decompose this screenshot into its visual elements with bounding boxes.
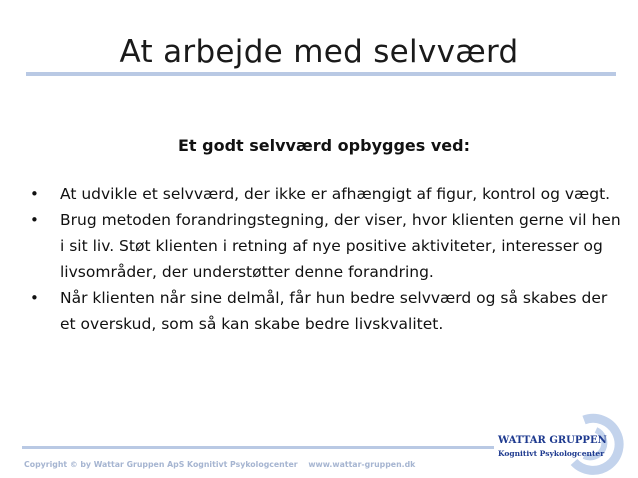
footer bbox=[24, 460, 415, 469]
bullet-marker: • bbox=[30, 289, 39, 307]
logo-name: WATTAR GRUPPEN bbox=[498, 435, 607, 446]
logo-tagline: Kognitivt Psykologcenter bbox=[498, 449, 605, 458]
company-logo bbox=[488, 412, 636, 476]
bullet-text: At udvikle et selvværd, der ikke er afhængigt af figur, kontrol og vægt. bbox=[60, 185, 611, 203]
slide-title: At arbejde med selvværd bbox=[119, 34, 519, 70]
title-divider bbox=[26, 72, 616, 76]
slide-subtitle: Et godt selvværd opbygges ved: bbox=[178, 136, 470, 155]
bullet-item bbox=[30, 181, 622, 207]
bullet-item bbox=[30, 285, 622, 337]
bullet-item bbox=[30, 207, 622, 285]
footer-divider bbox=[22, 446, 494, 449]
bullet-text: Når klienten når sine delmål, får hun bedre selvværd og så skabes der et overskud, som så kan skabe bedre livskvalitet. bbox=[60, 289, 608, 333]
bullet-list bbox=[30, 181, 622, 337]
bullet-text: Brug metoden forandringstegning, der viser, hvor klienten gerne vil hen i sit liv. Støt klienten i retning af nye positive aktiviteter, interesser og livsområder, der understøtter denne forandring. bbox=[60, 211, 621, 281]
footer-url: www.wattar-gruppen.dk bbox=[308, 460, 416, 469]
bullet-marker: • bbox=[30, 211, 39, 229]
bullet-marker: • bbox=[30, 185, 39, 203]
footer-copyright: Copyright © by Wattar Gruppen ApS Kognitivt Psykologcenter bbox=[24, 460, 298, 469]
